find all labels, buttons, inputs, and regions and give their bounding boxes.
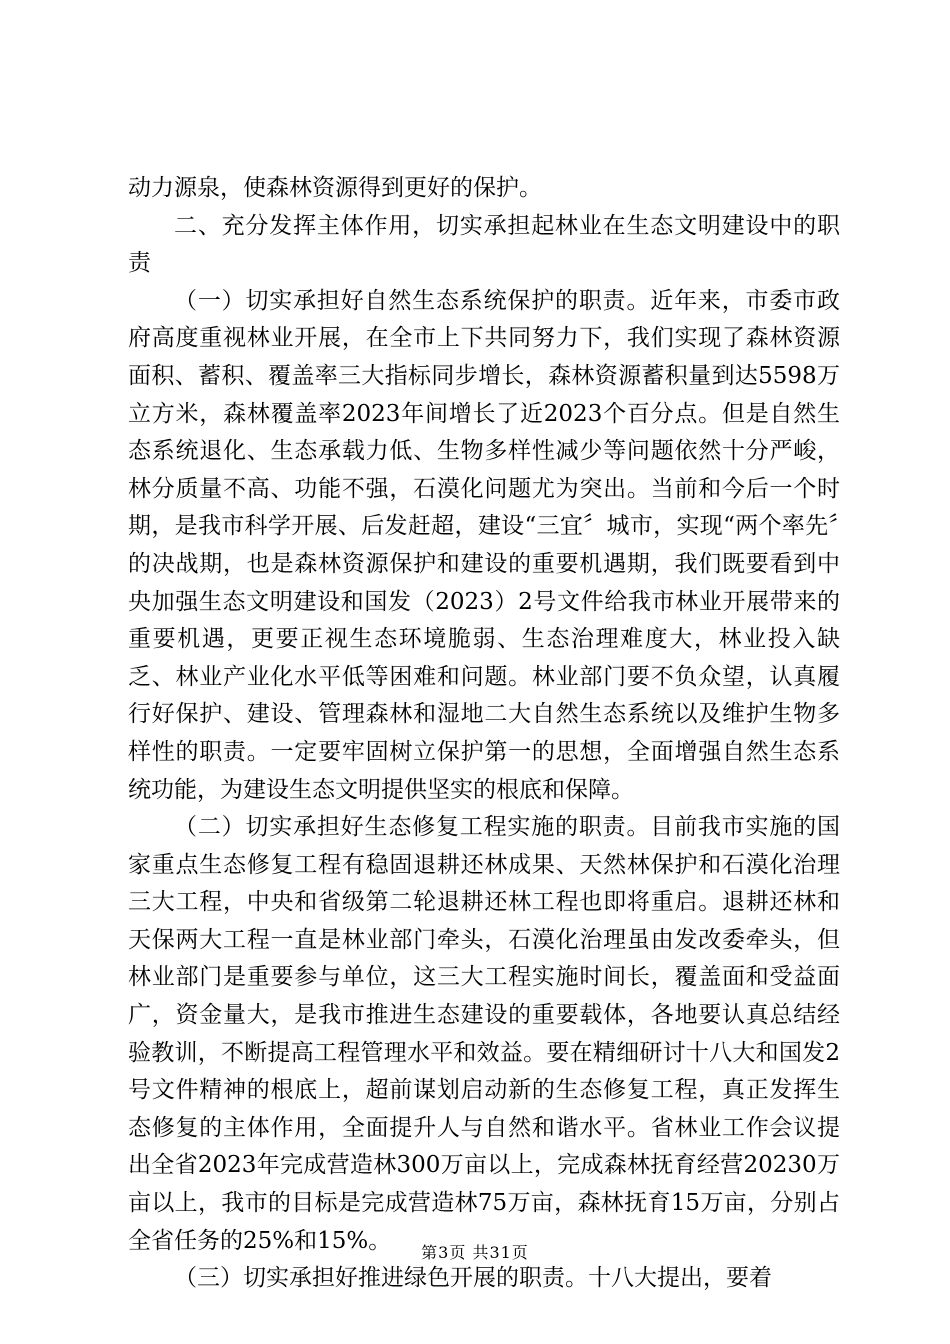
paragraph-ecosystem-protection: （一）切实承担好自然生态系统保护的职责。近年来，市委市政府高度重视林业开展，在全市上下共同努力下，我们实现了森林资源面积、蓄积、覆盖率三大指标同步增长，森林资源蓄积量到达5598万立方米，森林覆盖率2023年间增长了近2023个百分点。但是自然生态系统退化、生态承载力低、生物多样性减少等问题依然十分严峻，林分质量不高、功能不强，石漠化问题尤为突出。当前和今后一个时期，是我市科学开展、后发赶超，建设“三宜〞城市，实现“两个率先〞的决战期，也是森林资源保护和建设的重要机遇期，我们既要看到中央加强生态文明建设和国发（2023）2号文件给我市林业开展带来的重要机遇，更要正视生态环境脆弱、生态治理难度大，林业投入缺乏、林业产业化水平低等困难和问题。林业部门要不负众望，认真履行好保护、建设、管理森林和湿地二大自然生态系统以及维护生物多样性的职责。一定要牢固树立保护第一的思想，全面增强自然生态系统功能，为建设生态文明提供坚实的根底和保障。 [128, 287, 840, 803]
section-heading: 二、充分发挥主体作用，切实承担起林业在生态文明建设中的职责 [128, 212, 840, 277]
paragraph-continuation: 动力源泉，使森林资源得到更好的保护。 [128, 175, 542, 201]
page-number-footer: 第3页 共31页 [421, 1243, 529, 1262]
paragraph-ecological-restoration: （二）切实承担好生态修复工程实施的职责。目前我市实施的国家重点生态修复工程有稳固退耕还林成果、天然林保护和石漠化治理三大工程，中央和省级第二轮退耕还林工程也即将重启。退耕还林和天保两大工程一直是林业部门牵头，石漠化治理虽由发改委牵头，但林业部门是重要参与单位，这三大工程实施时间长，覆盖面和受益面广，资金量大，是我市推进生态建设的重要载体，各地要认真总结经验教训，不断提高工程管理水平和效益。要在精细研讨十八大和国发2号文件精神的根底上，超前谋划启动新的生态修复工程，真正发挥生态修复的主体作用，全面提升人与自然和谐水平。省林业工作会议提出全省2023年完成营造林300万亩以上，完成森林抚育经营20230万亩以上，我市的目标是完成营造林75万亩，森林抚育15万亩，分别占全省任务的25%和15%。 [128, 814, 840, 1254]
body-text [128, 170, 840, 1298]
paragraph-green-development: （三）切实承担好推进绿色开展的职责。十八大提出，要着 [174, 1265, 772, 1292]
